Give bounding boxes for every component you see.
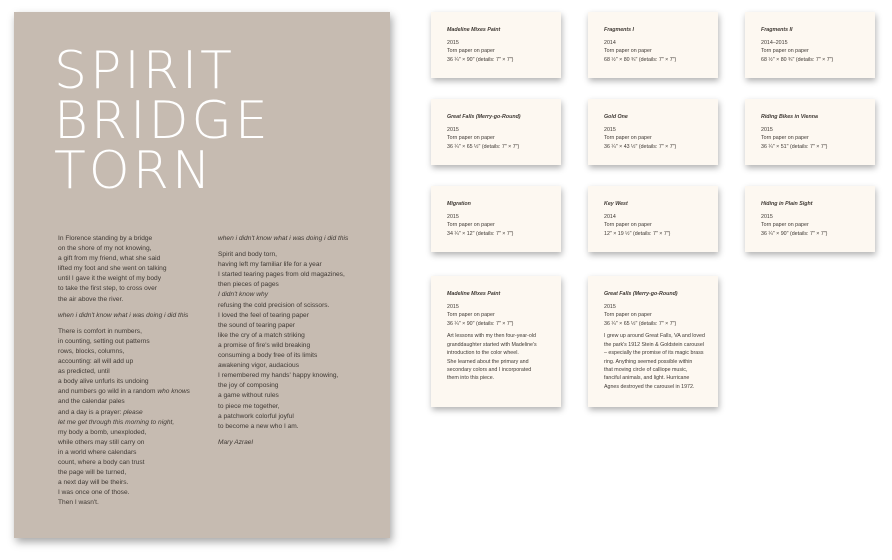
artwork-title: Key West [604, 201, 628, 207]
poem-line-segment: and numbers go wild in a random [58, 388, 158, 396]
artwork-medium: Torn paper on paper [761, 48, 809, 55]
poem-line: in counting, setting out patterns [58, 337, 150, 345]
poem-line: a gift from my friend, what she said [58, 255, 161, 263]
description-line: granddaughter started with Madeline's [447, 341, 537, 348]
poem-line: like the cry of a match striking [218, 331, 305, 339]
poem-line: to piece me together, [218, 402, 280, 410]
artwork-medium: Torn paper on paper [447, 135, 495, 142]
artwork-title: Madeline Mixes Paint [447, 291, 501, 297]
artwork-year: 2014 [604, 213, 616, 220]
poem-line: having left my familiar life for a year [218, 261, 322, 269]
artwork-card [588, 99, 718, 165]
poem-line: the air above the river. [58, 295, 124, 303]
artwork-size: 36 ¼" × 90" (details: 7" × 7") [447, 320, 514, 327]
artwork-medium: Torn paper on paper [761, 135, 809, 142]
artwork-title: Great Falls (Merry-go-Round) [604, 291, 678, 297]
poem-line: I remembered my hands' happy knowing, [218, 372, 339, 380]
poem-line: refusing the cold precision of scissors. [218, 301, 330, 309]
poem-line-segment: please [123, 408, 143, 416]
poem-line: then pieces of pages [218, 281, 279, 289]
artwork-size: 34 ¼" × 12" (details: 7" × 7") [447, 230, 514, 237]
artwork-year: 2015 [447, 213, 459, 220]
artwork-title: Madeline Mixes Paint [447, 27, 501, 33]
artwork-card [431, 186, 561, 252]
poem-line [58, 408, 208, 418]
artwork-title: Great Falls (Merry-go-Round) [447, 114, 521, 120]
artwork-title: Gold One [604, 114, 628, 120]
poem-line-italic: Mary Azrael [218, 438, 253, 446]
artwork-size: 36 ¼" × 51" (details: 7" × 7") [761, 143, 828, 150]
description-line: that moving circle of calliope music, [604, 367, 688, 373]
artwork-card [431, 99, 561, 165]
description-line: – especially the promise of its magic brass [604, 350, 704, 357]
description-line: I grew up around Great Falls, VA and loved [604, 333, 705, 340]
artwork-medium: Torn paper on paper [604, 222, 652, 229]
artwork-card [745, 12, 875, 78]
poem-line-italic: when i didn't know what i was doing i did this [58, 311, 189, 319]
poem-line: I was once one of those. [58, 489, 130, 497]
poem-line: in a world where calendars [58, 448, 137, 456]
artwork-title: Hiding in Plain Sight [761, 201, 813, 207]
poem-line: on the shore of my not knowing, [58, 245, 152, 253]
artwork-size: 36 ¼" × 65 ½" (details: 7" × 7") [604, 320, 677, 327]
description-line: introduction to the color wheel. [447, 350, 519, 357]
poem-line: Then I wasn't. [58, 499, 99, 507]
poem-line: the joy of composing [218, 382, 279, 390]
artwork-year: 2015 [447, 303, 459, 310]
artwork-title: Fragments I [604, 27, 635, 33]
artwork-description [604, 332, 706, 391]
artwork-medium: Torn paper on paper [604, 48, 652, 55]
poem-title-line: TORN [54, 141, 214, 201]
artwork-medium: Torn paper on paper [447, 222, 495, 229]
poem-line: the sound of tearing paper [218, 321, 295, 329]
poem-line: Spirit and body torn, [218, 251, 278, 259]
poem-line [58, 387, 208, 397]
poem-line: a game without rules [218, 392, 279, 400]
poem-line-segment: who knows [157, 388, 190, 396]
artwork-card [588, 276, 718, 407]
poem-title [54, 41, 271, 201]
artwork-size: 68 ½" × 80 ¾" (details: 7" × 7") [604, 56, 677, 63]
poem-line: a next day will be theirs. [58, 479, 129, 487]
artwork-medium: Torn paper on paper [447, 312, 495, 319]
poem-line: accounting: all will add up [58, 358, 134, 366]
poem-line: the page will be turned, [58, 469, 127, 477]
poem-line: to become a new who I am. [218, 422, 299, 430]
artwork-card [588, 186, 718, 252]
poem-line: I started tearing pages from old magazines, [218, 271, 345, 279]
artwork-description [447, 332, 549, 382]
description-line: Agnes destroyed the carousel in 1972. [604, 383, 695, 390]
poem-line: a patchwork colorful joyful [218, 412, 294, 420]
artwork-size: 12" × 19 ½" (details: 7" × 7") [604, 230, 671, 237]
artwork-size: 36 ¼" × 90" (details: 7" × 7") [761, 230, 828, 237]
poem-title-line: BRIDGE [54, 91, 271, 151]
artwork-year: 2014–2015 [761, 39, 788, 46]
description-line: ring. Anything seemed possible within [604, 358, 693, 365]
poem-line-italic: I didn't know why [218, 291, 269, 299]
artwork-card [431, 276, 561, 407]
artwork-size: 36 ¼" × 43 ½" (details: 7" × 7") [604, 143, 677, 150]
artwork-medium: Torn paper on paper [604, 312, 652, 319]
artwork-year: 2015 [447, 39, 459, 46]
description-line: secondary colors and I incorporated [447, 367, 532, 373]
poem-line: until I gave it the weight of my body [58, 275, 161, 283]
poem-line: while others may still carry on [58, 438, 145, 446]
description-line: them into this piece. [447, 375, 495, 382]
artwork-year: 2015 [604, 303, 616, 310]
artwork-medium: Torn paper on paper [604, 135, 652, 142]
artwork-title: Fragments II [761, 27, 793, 33]
artwork-medium: Torn paper on paper [761, 222, 809, 229]
poem-line-italic: let me get through this morning to night, [58, 418, 175, 426]
poem-line: and the calendar pales [58, 398, 125, 406]
artwork-year: 2014 [604, 39, 616, 46]
artwork-title: Riding Bikes in Vienna [761, 114, 818, 120]
poem-line: lifted my foot and she went on talking [58, 265, 167, 273]
poem-line: a body alive unfurls its undoing [58, 378, 149, 386]
artwork-card [431, 12, 561, 78]
poem-line: awakening vigor, audacious [218, 362, 300, 370]
poem-panel [14, 12, 390, 538]
poem-line: a promise of fire's wild breaking [218, 341, 311, 349]
artwork-size: 36 ¼" × 65 ½" (details: 7" × 7") [447, 143, 520, 150]
poem-left-column [58, 234, 208, 508]
artwork-year: 2015 [761, 126, 773, 133]
poem-line: In Florence standing by a bridge [58, 235, 153, 242]
poem-line: as predicted, until [58, 368, 110, 376]
poem-line: rows, blocks, columns, [58, 347, 125, 355]
description-line: fanciful animals, and light. Hurricane [604, 375, 690, 382]
artwork-year: 2015 [604, 126, 616, 133]
poem-right-column [218, 234, 378, 448]
description-line: the park's 1912 Stein & Goldstein carousel [604, 341, 704, 348]
artwork-size: 68 ½" × 80 ¾" (details: 7" × 7") [761, 56, 834, 63]
poem-line-segment: and a day is a prayer: [58, 408, 124, 416]
artwork-title: Migration [447, 201, 471, 207]
artwork-year: 2015 [447, 126, 459, 133]
poem-line: There is comfort in numbers, [58, 327, 142, 335]
poem-line-italic: when i didn't know what i was doing i did this [218, 235, 349, 242]
description-line: Art lessons with my then four-year-old [447, 333, 536, 340]
poem-line: to take the first step, to cross over [58, 285, 157, 293]
poem-title-line: SPIRIT [54, 41, 235, 101]
artwork-year: 2015 [761, 213, 773, 220]
artwork-card [745, 186, 875, 252]
artwork-card [588, 12, 718, 78]
artwork-card [745, 99, 875, 165]
poem-line: count, where a body can trust [58, 458, 145, 466]
artwork-size: 36 ¼" × 90" (details: 7" × 7") [447, 56, 514, 63]
poem-line: consuming a body free of its limits [218, 352, 318, 360]
artwork-medium: Torn paper on paper [447, 48, 495, 55]
poem-line: I loved the feel of tearing paper [218, 311, 309, 319]
poem-line: my body a bomb, unexploded, [58, 428, 147, 436]
description-line: She learned about the primary and [447, 358, 529, 365]
